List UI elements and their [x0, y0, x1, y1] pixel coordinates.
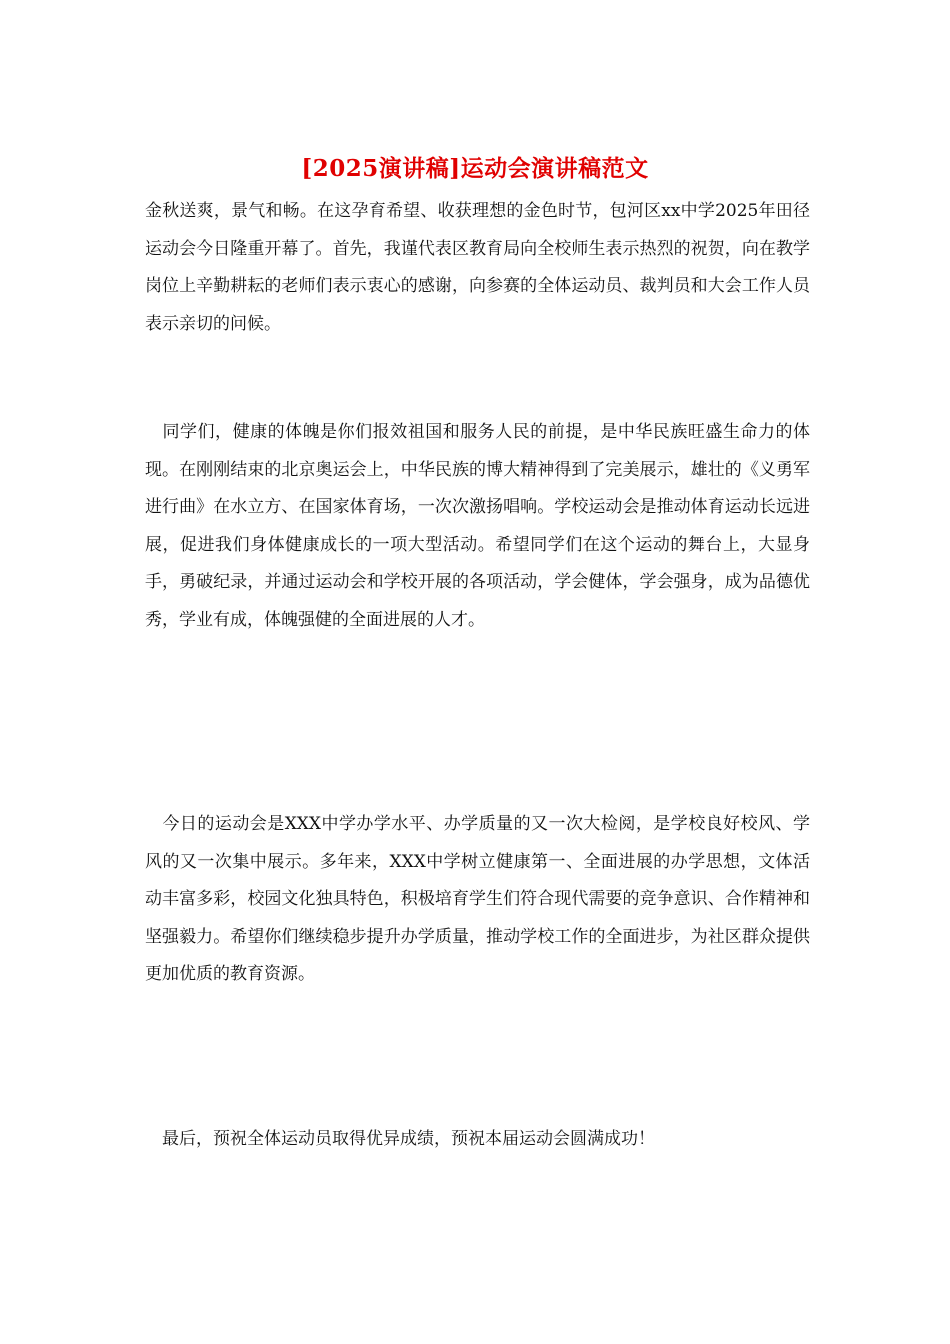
paragraph-students: 同学们，健康的体魄是你们报效祖国和服务人民的前提，是中华民族旺盛生命力的体现。在刚刚结束的北京奥运会上，中华民族的博大精神得到了完美展示，雄壮的《义勇军进行曲》在水立方、在国家体育场，一次次激扬唱响。学校运动会是推动体育运动长远进展，促进我们身体健康成长的一项大型活动。希望同学们在这个运动的舞台上，大显身手，勇破纪录，并通过运动会和学校开展的各项活动，学会健体，学会强身，成为品德优秀，学业有成，体魄强健的全面进展的人才。 — [145, 422, 810, 630]
paragraph-opening: 金秋送爽，景气和畅。在这孕育希望、收获理想的金色时节，包河区xx中学2025年田径运动会今日隆重开幕了。首先，我谨代表区教育局向全校师生表示热烈的祝贺，向在教学岗位上辛勤耕耘的老师们表示衷心的感谢，向参赛的全体运动员、裁判员和大会工作人员表示亲切的问候。 — [145, 201, 810, 334]
document-title: [2025演讲稿]运动会演讲稿范文 — [301, 155, 649, 182]
paragraph-closing: 最后，预祝全体运动员取得优异成绩，预祝本届运动会圆满成功！ — [145, 1129, 655, 1149]
paragraph-school: 今日的运动会是XXX中学办学水平、办学质量的又一次大检阅，是学校良好校风、学风的又一次集中展示。多年来，XXX中学树立健康第一、全面进展的办学思想，文体活动丰富多彩，校园文化独具特色，积极培育学生们符合现代需要的竞争意识、合作精神和坚强毅力。希望你们继续稳步提升办学质量，推动学校工作的全面进步，为社区群众提供更加优质的教育资源。 — [145, 814, 810, 984]
